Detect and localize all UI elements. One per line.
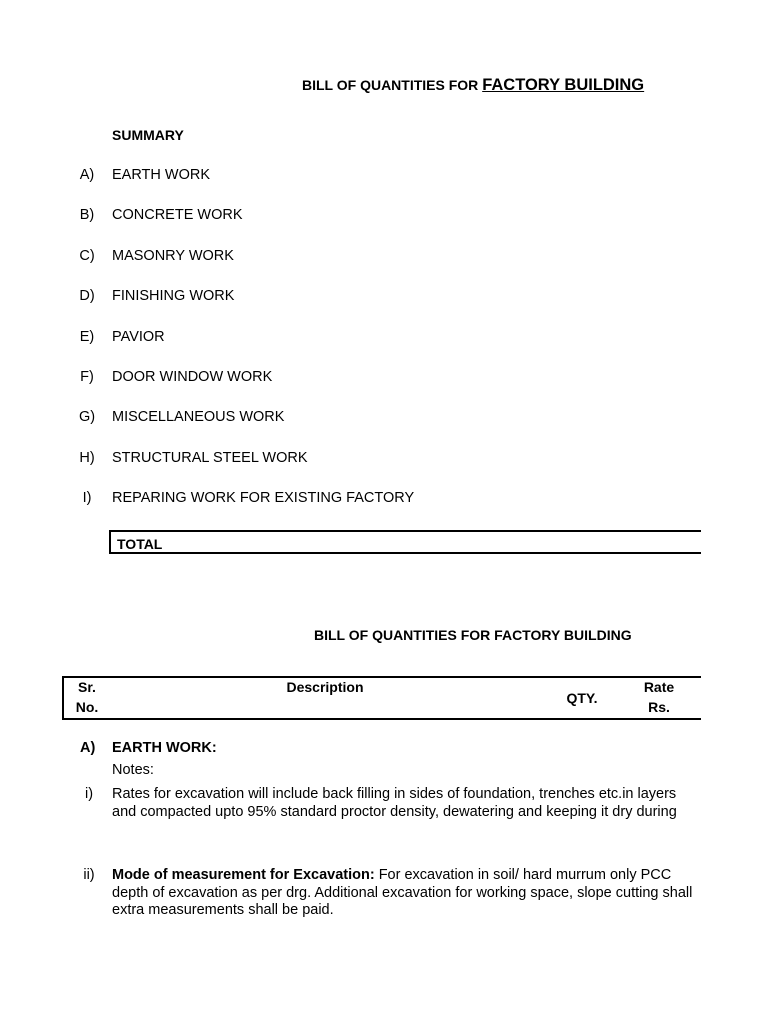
summary-item-label: MASONRY WORK <box>112 248 234 264</box>
summary-item-letter: G) <box>78 409 96 425</box>
note-number: i) <box>84 786 94 802</box>
summary-item-label: STRUCTURAL STEEL WORK <box>112 450 308 466</box>
summary-title-emphasis: FACTORY BUILDING <box>482 76 645 94</box>
header-sr-line2: No. <box>75 699 99 715</box>
summary-title-prefix: BILL OF QUANTITIES FOR <box>302 77 483 93</box>
header-rate-line2: Rs. <box>648 699 670 715</box>
note-line: and compacted upto 95% standard proctor density, dewatering and keeping it dry during <box>112 803 677 820</box>
summary-title <box>302 76 644 95</box>
summary-item-letter: F) <box>80 369 94 385</box>
summary-heading: SUMMARY <box>112 127 184 143</box>
summary-item-label: DOOR WINDOW WORK <box>112 369 273 385</box>
header-description: Description <box>286 679 364 695</box>
total-row <box>109 530 701 554</box>
summary-item-letter: C) <box>79 248 95 264</box>
section-letter: A) <box>80 740 96 756</box>
summary-item-letter: E) <box>79 329 95 345</box>
note-bold-lead: Mode of measurement for Excavation: <box>112 867 375 883</box>
summary-item-label: PAVIOR <box>112 329 165 345</box>
header-rate-line1: Rate <box>643 679 675 695</box>
note-line: Rates for excavation will include back filling in sides of foundation, trenches etc.in layers <box>112 786 677 802</box>
summary-item-label: FINISHING WORK <box>112 288 235 304</box>
note-number: ii) <box>83 867 95 883</box>
summary-item-label: REPARING WORK FOR EXISTING FACTORY <box>112 490 415 506</box>
summary-item-letter: I) <box>82 490 92 506</box>
summary-item-label: EARTH WORK <box>112 167 211 183</box>
note-line: extra measurements shall be paid. <box>112 902 334 918</box>
note-line: depth of excavation as per drg. Additional excavation for working space, slope cutting shall <box>112 884 693 901</box>
summary-item-letter: A) <box>79 167 95 183</box>
section-title: EARTH WORK: <box>112 740 217 756</box>
summary-item-letter: D) <box>79 288 95 304</box>
note-line <box>112 867 692 885</box>
summary-item-letter: B) <box>79 207 95 223</box>
note-paragraph <box>112 786 677 821</box>
notes-label: Notes: <box>112 762 154 778</box>
summary-item-label: CONCRETE WORK <box>112 207 243 223</box>
note-paragraph <box>112 867 692 920</box>
header-sr-line1: Sr. <box>78 679 96 695</box>
total-label: TOTAL <box>117 536 163 552</box>
summary-item-letter: H) <box>79 450 95 466</box>
summary-item-label: MISCELLANEOUS WORK <box>112 409 285 425</box>
note-line-rest: For excavation in soil/ hard murrum only PCC <box>374 867 672 883</box>
header-qty: QTY. <box>566 690 598 706</box>
header-rate <box>628 677 690 717</box>
boq-title: BILL OF QUANTITIES FOR FACTORY BUILDING <box>314 627 632 643</box>
header-sr-no <box>67 677 107 717</box>
